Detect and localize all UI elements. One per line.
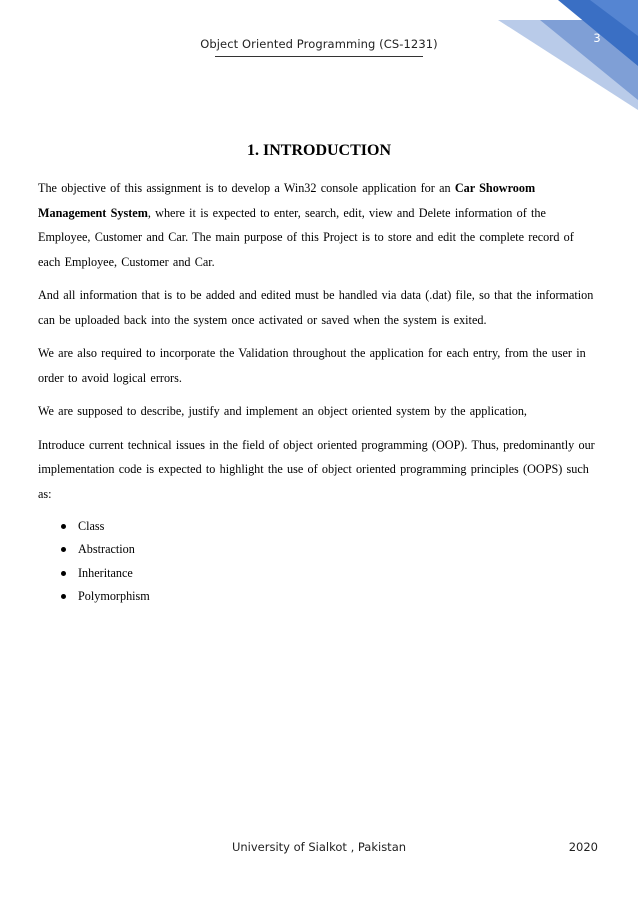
footer-year: 2020 <box>568 840 598 854</box>
paragraph-objective <box>38 176 600 274</box>
bullet-icon <box>61 547 66 552</box>
list-item <box>38 515 600 538</box>
paragraph-validation: We are also required to incorporate the Validation throughout the application for each entry, from the user in order to avoid logical errors. <box>38 346 586 385</box>
bullet-icon <box>61 594 66 599</box>
list-item-label: Polymorphism <box>78 588 150 603</box>
list-item-label: Class <box>78 519 105 533</box>
list-item <box>38 585 600 608</box>
paragraph-oop: Introduce current technical issues in the field of object oriented programming (OOP). Thus, predominantly our implementation code is expected to highlight the use of object oriented programming principles (OOPS) such as: <box>38 437 595 501</box>
paragraph-text: , where it is expected to enter, search, edit, view and Delete information of the Employee, Customer and Car. The main purpose of this Project is to store and edit the complete record of each Employee, Customer and Car. <box>38 205 574 269</box>
list-item <box>38 562 600 585</box>
paragraph-describe: We are supposed to describe, justify and implement an object oriented system by the application, <box>38 404 527 418</box>
list-item-label: Abstraction <box>78 542 135 557</box>
bullet-icon <box>61 571 66 576</box>
list-item-label: Inheritance <box>78 565 133 580</box>
body-text <box>38 176 600 608</box>
oop-principles-list <box>38 515 600 608</box>
list-item <box>38 538 600 561</box>
section-heading: 1. INTRODUCTION <box>246 142 391 159</box>
header-underline <box>215 56 423 57</box>
bullet-icon <box>61 524 66 529</box>
paragraph-data-file: And all information that is to be added and edited must be handled via data (.dat) file, so that the information can be uploaded back into the system once activated or saved when the system is exited. <box>38 288 594 327</box>
system-name: Car Showroom Management System <box>38 181 536 220</box>
paragraph-text: The objective of this assignment is to develop a Win32 console application for an <box>38 181 455 195</box>
running-header: Object Oriented Programming (CS-1231) <box>200 37 438 51</box>
footer-institution: University of Sialkot , Pakistan <box>231 840 407 854</box>
page-number: 3 <box>593 31 601 45</box>
corner-decoration <box>440 0 638 110</box>
